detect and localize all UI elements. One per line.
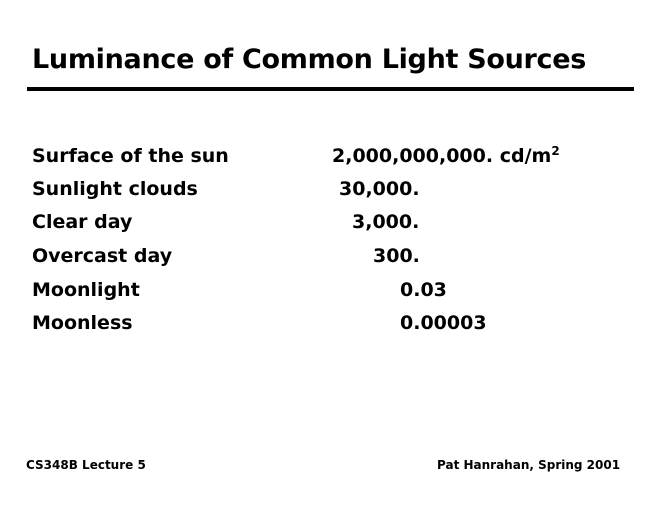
row-value: 0.00003 xyxy=(400,312,487,334)
footer-author: Pat Hanrahan, Spring 2001 xyxy=(437,458,621,472)
row-value: 0.03 xyxy=(400,279,447,301)
table-row xyxy=(0,245,660,275)
unit-label: $cd/m^2$ xyxy=(499,144,560,167)
footer-course: CS348B Lecture 5 xyxy=(26,458,146,472)
table-row xyxy=(0,211,660,241)
row-value: 3,000. xyxy=(352,211,420,233)
row-value: 300. xyxy=(373,245,420,267)
row-label: Surface of the sun xyxy=(32,145,229,167)
table-row xyxy=(0,178,660,208)
row-label: Overcast day xyxy=(32,245,173,267)
slide-title: Luminance of Common Light Sources xyxy=(32,44,587,75)
row-label: Clear day xyxy=(32,211,133,233)
row-value: 30,000. xyxy=(339,178,420,200)
table-row xyxy=(0,145,660,175)
row-value: 2,000,000,000. $cd/m^2$ xyxy=(332,144,560,167)
title-underline xyxy=(27,87,634,91)
row-label: Moonless xyxy=(32,312,133,334)
row-label: Sunlight clouds xyxy=(32,178,198,200)
table-row xyxy=(0,279,660,309)
table-row xyxy=(0,312,660,342)
row-label: Moonlight xyxy=(32,279,140,301)
